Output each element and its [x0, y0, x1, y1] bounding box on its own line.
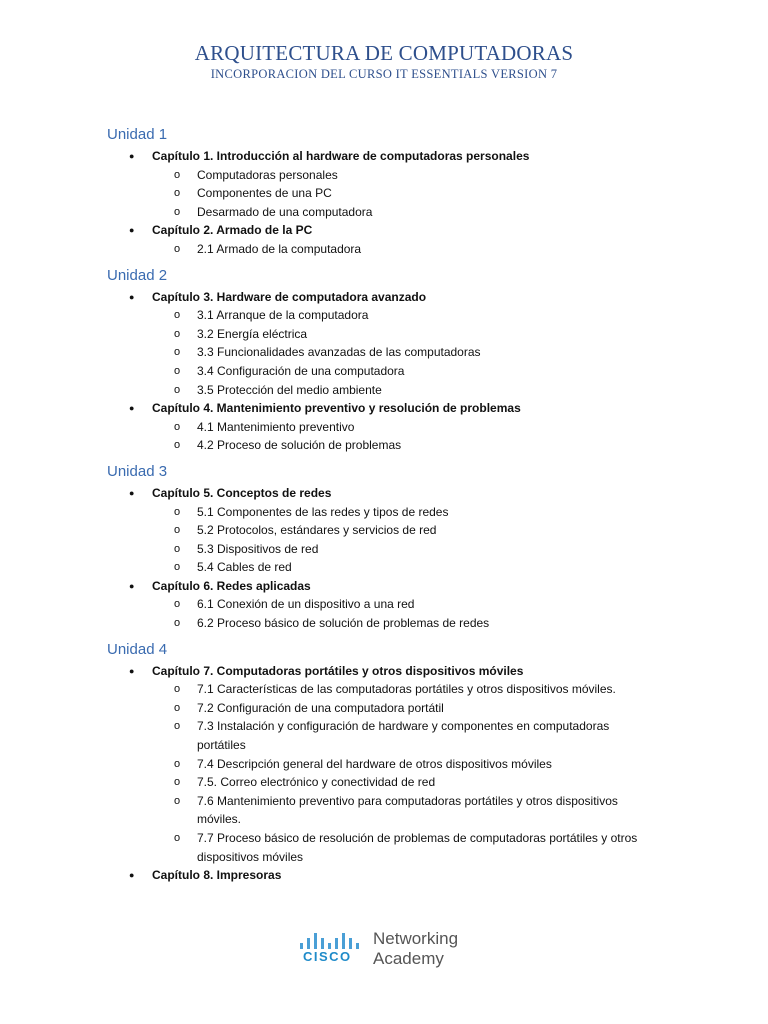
unit-heading: Unidad 4	[107, 640, 168, 658]
circle-bullet-icon: o	[174, 309, 181, 322]
topic-text: 3.2 Energía eléctrica	[197, 326, 308, 341]
topic-list	[152, 166, 768, 222]
bullet-icon: ●	[129, 580, 135, 591]
chapter-item	[129, 147, 768, 221]
topic-list	[152, 680, 768, 866]
topic-item	[174, 436, 647, 455]
topic-text: 7.3 Instalación y configuración de hardware y componentes en computadoras portátiles	[197, 719, 610, 753]
topic-item	[174, 381, 647, 400]
topic-text: 5.2 Protocolos, estándares y servicios de red	[197, 523, 437, 538]
syllabus-content	[0, 125, 768, 892]
topic-text: 7.5. Correo electrónico y conectividad de red	[197, 775, 436, 790]
topic-item	[174, 240, 647, 259]
unit-section	[0, 125, 768, 259]
topic-item	[174, 540, 647, 559]
circle-bullet-icon: o	[174, 542, 181, 555]
topic-text: 6.2 Proceso básico de solución de problemas de redes	[197, 616, 490, 631]
chapter-title: Capítulo 1. Introducción al hardware de computadoras personales	[152, 149, 530, 163]
topic-text: 3.3 Funcionalidades avanzadas de las computadoras	[197, 345, 481, 360]
topic-text: 5.4 Cables de red	[197, 560, 292, 575]
circle-bullet-icon: o	[174, 776, 181, 789]
circle-bullet-icon: o	[174, 439, 181, 452]
chapter-title: Capítulo 7. Computadoras portátiles y otros dispositivos móviles	[152, 663, 524, 678]
bullet-icon: ●	[129, 403, 135, 414]
circle-bullet-icon: o	[174, 701, 181, 714]
topic-text: 5.3 Dispositivos de red	[197, 541, 319, 556]
topic-text: 6.1 Conexión de un dispositivo a una red	[197, 597, 415, 612]
topic-item	[174, 614, 647, 633]
topic-item	[174, 829, 647, 866]
topic-item	[174, 362, 647, 381]
chapter-item	[129, 662, 768, 867]
circle-bullet-icon: o	[174, 683, 181, 696]
unit-heading: Unidad 2	[107, 266, 168, 284]
document-title: ARQUITECTURA DE COMPUTADORAS	[194, 41, 574, 65]
topic-item	[174, 792, 647, 829]
circle-bullet-icon: o	[174, 383, 181, 396]
topic-list	[152, 595, 768, 632]
cisco-logo-word: CISCO	[303, 949, 352, 964]
chapter-item	[129, 288, 768, 400]
topic-list	[152, 240, 768, 259]
topic-text: 3.5 Protección del medio ambiente	[197, 382, 382, 397]
chapter-item	[129, 484, 768, 577]
circle-bullet-icon: o	[174, 524, 181, 537]
topic-text: 7.6 Mantenimiento preventivo para computadoras portátiles y otros dispositivos móviles.	[197, 793, 618, 827]
topic-item	[174, 184, 647, 203]
topic-text: Computadoras personales	[197, 167, 338, 182]
topic-item	[174, 558, 647, 577]
unit-section	[0, 640, 768, 885]
circle-bullet-icon: o	[174, 720, 181, 733]
cisco-bars-icon	[300, 929, 366, 949]
topic-text: 3.1 Arranque de la computadora	[197, 308, 369, 323]
topic-text: 7.4 Descripción general del hardware de otros dispositivos móviles	[197, 756, 552, 771]
unit-section	[0, 462, 768, 633]
circle-bullet-icon: o	[174, 205, 181, 218]
chapter-title: Capítulo 5. Conceptos de redes	[152, 485, 332, 500]
circle-bullet-icon: o	[174, 242, 181, 255]
topic-item	[174, 595, 647, 614]
topic-text: 5.1 Componentes de las redes y tipos de redes	[197, 504, 449, 519]
topic-item	[174, 343, 647, 362]
cisco-networking-academy-logo	[300, 929, 470, 971]
logo-academy-text: Academy	[373, 949, 444, 968]
topic-item	[174, 521, 647, 540]
topic-text: Componentes de una PC	[197, 186, 332, 201]
topic-text: 7.2 Configuración de una computadora portátil	[197, 700, 444, 715]
topic-item	[174, 699, 647, 718]
circle-bullet-icon: o	[174, 505, 181, 518]
topic-item	[174, 166, 647, 185]
chapter-title: Capítulo 8. Impresoras	[152, 868, 282, 883]
topic-item	[174, 203, 647, 222]
topic-text: 4.1 Mantenimiento preventivo	[197, 419, 355, 434]
chapter-item	[129, 577, 768, 633]
chapter-title: Capítulo 4. Mantenimiento preventivo y resolución de problemas	[152, 401, 521, 416]
chapter-title: Capítulo 2. Armado de la PC	[152, 223, 313, 238]
topic-list	[152, 503, 768, 577]
topic-item	[174, 773, 647, 792]
bullet-icon: ●	[129, 151, 135, 161]
unit-heading: Unidad 3	[107, 462, 168, 480]
circle-bullet-icon: o	[174, 327, 181, 340]
chapter-item	[129, 866, 768, 885]
topic-item	[174, 325, 647, 344]
unit-heading: Unidad 1	[107, 126, 168, 143]
topic-item	[174, 418, 647, 437]
circle-bullet-icon: o	[174, 364, 181, 377]
document-subtitle: INCORPORACION DEL CURSO IT ESSENTIALS VERSION 7	[210, 67, 558, 81]
logo-networking-text: Networking	[373, 929, 459, 948]
circle-bullet-icon: o	[174, 561, 181, 574]
topic-item	[174, 306, 647, 325]
circle-bullet-icon: o	[174, 617, 181, 630]
topic-item	[174, 717, 647, 754]
bullet-icon: ●	[129, 225, 135, 236]
topic-text: 2.1 Armado de la computadora	[197, 241, 362, 256]
topic-list	[152, 306, 768, 399]
topic-list	[152, 418, 768, 455]
topic-text: 3.4 Configuración de una computadora	[197, 363, 405, 378]
topic-item	[174, 680, 647, 699]
circle-bullet-icon: o	[174, 598, 181, 611]
circle-bullet-icon: o	[174, 757, 181, 770]
topic-item	[174, 755, 647, 774]
topic-text: 7.7 Proceso básico de resolución de problemas de computadoras portátiles y otros dispositivos móviles	[197, 831, 638, 864]
circle-bullet-icon: o	[174, 420, 181, 433]
unit-section	[0, 266, 768, 455]
bullet-icon: ●	[129, 870, 135, 881]
circle-bullet-icon: o	[174, 832, 181, 844]
topic-text: Desarmado de una computadora	[197, 204, 373, 219]
bullet-icon: ●	[129, 665, 135, 676]
chapter-item	[129, 399, 768, 455]
topic-text: 4.2 Proceso de solución de problemas	[197, 438, 402, 453]
bullet-icon: ●	[129, 487, 135, 498]
chapter-title: Capítulo 3. Hardware de computadora avanzado	[152, 289, 427, 304]
circle-bullet-icon: o	[174, 346, 181, 359]
bullet-icon: ●	[129, 291, 135, 302]
topic-item	[174, 503, 647, 522]
circle-bullet-icon: o	[174, 168, 181, 181]
circle-bullet-icon: o	[174, 187, 181, 200]
topic-text: 7.1 Características de las computadoras portátiles y otros dispositivos móviles.	[197, 682, 616, 697]
chapter-title: Capítulo 6. Redes aplicadas	[152, 578, 311, 593]
circle-bullet-icon: o	[174, 794, 181, 807]
chapter-item	[129, 221, 768, 258]
